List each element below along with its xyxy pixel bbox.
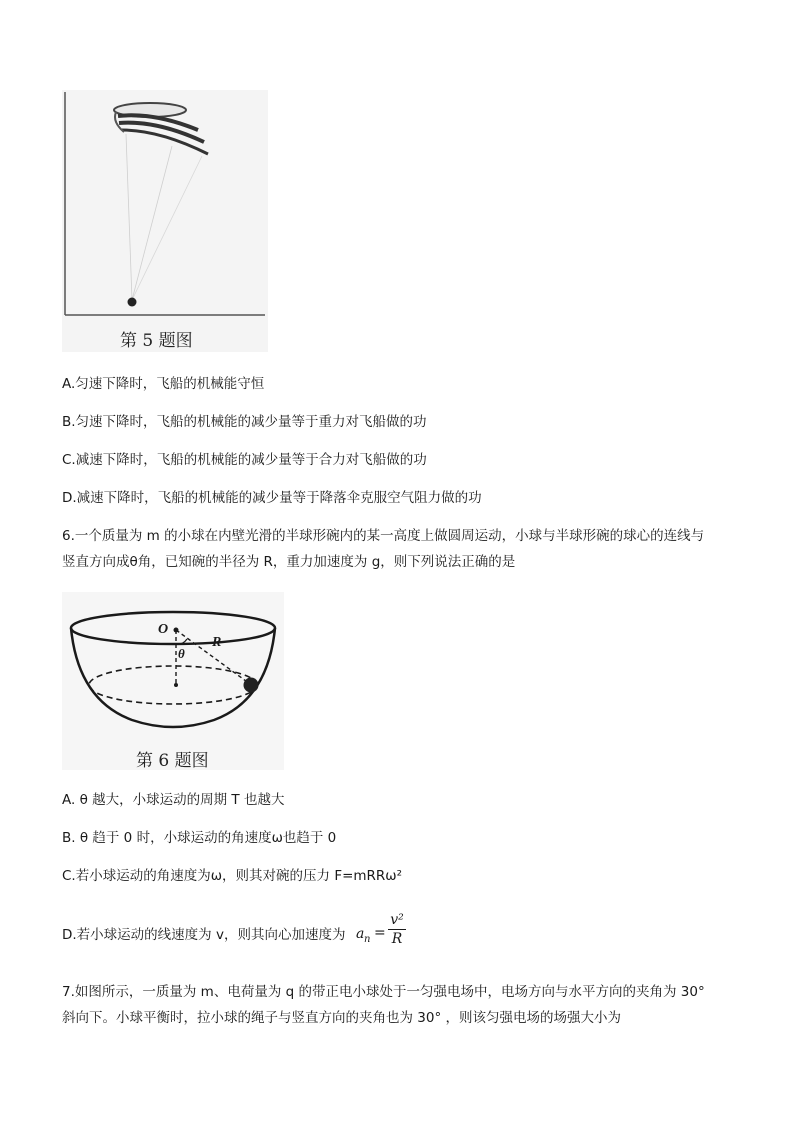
q6-option-b: B. θ 趋于 0 时，小球运动的角速度ω也趋于 0 xyxy=(62,830,337,846)
q5-option-c: C.减速下降时，飞船的机械能的减少量等于合力对飞船做的功 xyxy=(62,452,427,468)
label-theta: θ xyxy=(178,646,185,661)
q7-stem-line1: 7.如图所示，一质量为 m、电荷量为 q 的带正电小球处于一匀强电场中，电场方向与水平方向的夹角为 30° xyxy=(62,984,705,1000)
formula-subscript: n xyxy=(364,934,371,945)
q6-option-a: A. θ 越大，小球运动的周期 T 也越大 xyxy=(62,792,285,808)
bowl-illustration xyxy=(62,592,284,770)
parachute-illustration xyxy=(62,90,268,352)
q6-option-c: C.若小球运动的角速度为ω，则其对碗的压力 F=mRRω² xyxy=(62,868,403,884)
formula-denominator: R xyxy=(391,931,403,947)
figure-6 xyxy=(62,592,284,770)
label-o: O xyxy=(158,622,169,637)
q5-option-a: A.匀速下降时，飞船的机械能守恒 xyxy=(62,376,265,392)
formula-equals: = xyxy=(374,925,386,941)
q6-stem-line2: 竖直方向成θ角，已知碗的半径为 R，重力加速度为 g，则下列说法正确的是 xyxy=(62,554,516,570)
ball xyxy=(244,678,259,693)
formula-numerator: v² xyxy=(390,912,404,928)
q6-option-d-formula xyxy=(356,912,416,956)
q6-option-d: D.若小球运动的线速度为 v，则其向心加速度为 xyxy=(62,927,346,943)
q5-option-d: D.减速下降时，飞船的机械能的减少量等于降落伞克服空气阻力做的功 xyxy=(62,490,482,506)
formula-fraction xyxy=(388,912,406,947)
figure-6-caption: 第 6 题图 xyxy=(136,751,209,771)
q7-stem-line2: 斜向下。小球平衡时，拉小球的绳子与竖直方向的夹角也为 30° ，则该匀强电场的场强大小为 xyxy=(62,1010,622,1026)
figure-5 xyxy=(62,90,268,352)
q6-stem-line1: 6.一个质量为 m 的小球在内壁光滑的半球形碗内的某一高度上做圆周运动，小球与半球形碗的球心的连线与 xyxy=(62,528,705,544)
figure-5-caption: 第 5 题图 xyxy=(120,331,193,351)
label-r: R xyxy=(212,635,222,650)
q5-option-b: B.匀速下降时，飞船的机械能的减少量等于重力对飞船做的功 xyxy=(62,414,427,430)
capsule xyxy=(128,298,137,307)
formula-lhs: a xyxy=(356,926,365,942)
